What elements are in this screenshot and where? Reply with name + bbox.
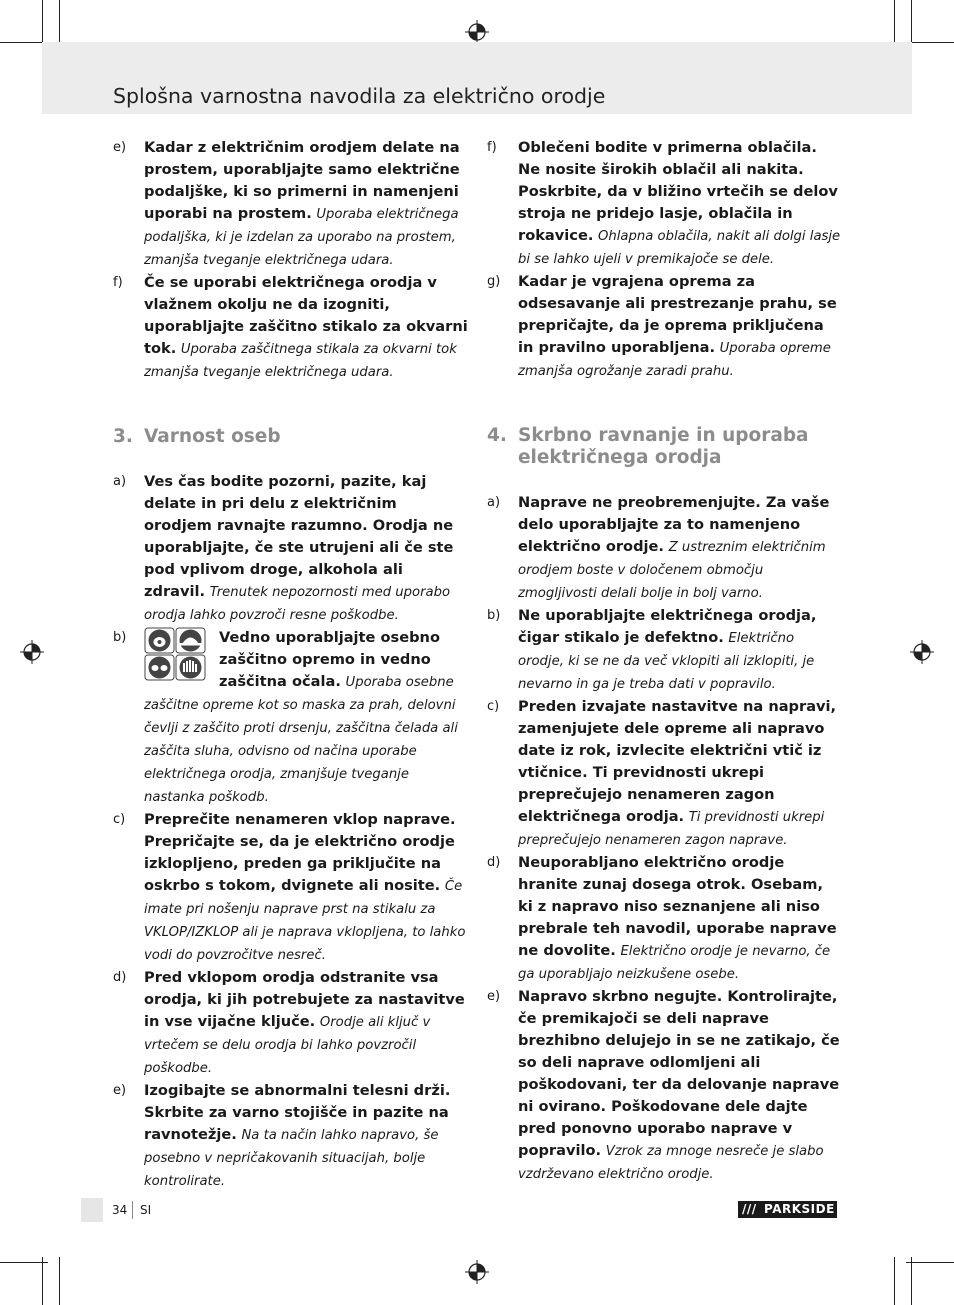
item-marker: c) bbox=[113, 812, 126, 827]
item-marker: e) bbox=[113, 1083, 127, 1098]
section-heading bbox=[113, 426, 468, 448]
registration-mark-icon bbox=[465, 20, 489, 44]
item-explanation: Vzrok za mnoge nesreče je slabo vzdrževano električno orodje. bbox=[518, 1144, 824, 1182]
safety-goggles-icon bbox=[145, 655, 174, 680]
section-heading bbox=[487, 425, 842, 469]
page-number: 34 bbox=[112, 1203, 128, 1217]
crop-mark bbox=[42, 1257, 43, 1305]
item-marker: d) bbox=[487, 855, 501, 870]
list-item bbox=[113, 471, 468, 627]
item-instruction: Neuporabljano električno orodje hranite zunaj dosega otrok. Osebam, ki z napravo niso seznanjene ali niso prebrale teh navodil, uporabe naprave ne dovolite. bbox=[518, 854, 837, 959]
registration-mark-icon bbox=[465, 1260, 489, 1284]
item-explanation: Električno orodje, ki se ne da več vklopiti ali izklopiti, je nevarno in ga je treba dati v popravilo. bbox=[518, 631, 815, 692]
item-marker: f) bbox=[113, 275, 123, 290]
item-marker: b) bbox=[487, 608, 501, 623]
page-title: Splošna varnostna navodila za električno orodje bbox=[113, 84, 606, 108]
ppe-icons-group bbox=[144, 627, 207, 681]
crop-mark bbox=[911, 0, 912, 48]
crop-mark bbox=[42, 0, 43, 48]
item-explanation: Uporaba opreme zmanjša ogrožanje zaradi prahu. bbox=[518, 341, 831, 379]
item-marker: d) bbox=[113, 970, 127, 985]
list-item bbox=[487, 605, 842, 696]
item-instruction: Vedno uporabljajte osebno zaščitno opremo in vedno zaščitna očala. bbox=[219, 629, 440, 690]
parkside-logo bbox=[738, 1201, 837, 1218]
item-explanation: Uporaba električnega podaljška, ki je izdelan za uporabo na prostem, zmanjša tveganje električnega udara. bbox=[144, 207, 459, 268]
item-instruction: Izogibajte se abnormalni telesni drži. Skrbite za varno stojišče in pazite na ravnotežje. bbox=[144, 1082, 451, 1143]
item-instruction: Napravo skrbno negujte. Kontrolirajte, če premikajoči se deli naprave brezhibno delujejo in se ne zatikajo, če so deli naprave odlomljeni ali poškodovani, ter da delovanje naprave ni ovirano. Poškodovane dele dajte pred ponovno uporabo naprave v popravilo. bbox=[518, 988, 840, 1159]
item-instruction: Ne uporabljajte električnega orodja, čigar stikalo je defektno. bbox=[518, 607, 817, 646]
item-instruction: Kadar je vgrajena oprema za odsesavanje ali prestrezanje prahu, se prepričajte, da je oprema priključena in pravilno uporabljena. bbox=[518, 273, 837, 356]
item-instruction: Naprave ne preobremenjujte. Za vaše delo uporabljajte za to namenjeno električno orodje. bbox=[518, 494, 830, 555]
footer-divider bbox=[132, 1201, 133, 1219]
item-marker: e) bbox=[113, 140, 127, 155]
item-instruction: Preprečite nenameren vklop naprave. Prepričajte se, da je električno orodje izklopljeno, preden ga priključite na oskrbo s tokom, dvignete ali nosite. bbox=[144, 811, 456, 894]
item-explanation: Ti previdnosti ukrepi preprečujejo nenameren zagon naprave. bbox=[518, 810, 825, 848]
item-explanation: Na ta način lahko napravo, še posebno v nepričakovanih situacijah, bolje kontrolirate. bbox=[144, 1128, 439, 1189]
crop-mark bbox=[894, 0, 895, 48]
item-explanation: Trenutek nepozornosti med uporabo orodja lahko povzroči resne poškodbe. bbox=[144, 585, 451, 623]
item-instruction: Ves čas bodite pozorni, pazite, kaj delate in pri delu z električnim orodjem ravnajte razumno. Orodja ne uporabljajte, če ste utrujeni ali če ste pod vplivom droge, alkohola ali zdravil. bbox=[144, 473, 454, 600]
item-explanation: Električno orodje je nevarno, če ga uporabljajo neizkušene osebe. bbox=[518, 944, 831, 982]
crop-mark bbox=[906, 1262, 954, 1263]
section-number: 3. bbox=[113, 426, 133, 447]
list-item bbox=[487, 986, 842, 1186]
list-item bbox=[487, 492, 842, 605]
language-code: SI bbox=[140, 1203, 152, 1217]
brand-name: PARKSIDE bbox=[764, 1202, 835, 1216]
item-marker: a) bbox=[487, 495, 501, 510]
item-instruction: Oblečeni bodite v primerna oblačila. Ne nosite širokih oblačil ali nakita. Poskrbite, da v bližino vrtečih se delov stroja ne pridejo lasje, oblačila in rokavice. bbox=[518, 139, 838, 244]
list-item bbox=[113, 1080, 468, 1193]
right-column bbox=[487, 137, 842, 1186]
item-instruction: Če se uporabi električnega orodja v vlažnem okolju ne da izogniti, uporabljajte zaščitno stikalo za okvarni tok. bbox=[144, 274, 468, 357]
list-item bbox=[487, 852, 842, 986]
section-number: 4. bbox=[487, 425, 507, 446]
list-item bbox=[113, 272, 468, 384]
item-marker: f) bbox=[487, 140, 497, 155]
crop-mark bbox=[0, 42, 48, 43]
dust-mask-icon bbox=[145, 628, 174, 653]
registration-mark-icon bbox=[910, 640, 934, 664]
hard-hat-icon bbox=[176, 628, 205, 653]
item-explanation: Uporaba osebne zaščitne opreme kot so maska za prah, delovni čevlji z zaščito proti drsenju, zaščitna čelada ali zaščita sluha, odvisno od načina uporabe električnega orodja, zmanjšuje tveganje nastanka poškodb. bbox=[144, 675, 458, 805]
ear-protection-icon bbox=[176, 655, 205, 680]
list-item bbox=[113, 967, 468, 1080]
item-instruction: Kadar z električnim orodjem delate na prostem, uporabljajte samo električne podaljške, ki so primerni in namenjeni uporabi na prostem. bbox=[144, 139, 460, 222]
crop-mark bbox=[911, 1257, 912, 1305]
list-item bbox=[113, 627, 468, 809]
crop-mark bbox=[0, 1262, 48, 1263]
item-instruction: Pred vklopom orodja odstranite vsa orodja, ki jih potrebujete za nastavitve in vse vijačne ključe. bbox=[144, 969, 465, 1030]
item-explanation: Uporaba zaščitnega stikala za okvarni tok zmanjša tveganje električnega udara. bbox=[144, 342, 457, 380]
crop-mark bbox=[59, 1257, 60, 1305]
item-explanation: Ohlapna oblačila, nakit ali dolgi lasje bi se lahko ujeli v premikajoče se dele. bbox=[518, 229, 841, 267]
item-explanation: Orodje ali ključ v vrtečem se delu orodja bi lahko povzročil poškodbe. bbox=[144, 1015, 431, 1076]
item-explanation: Z ustreznim električnim orodjem boste v določenem območju zmogljivosti delali bolje in bolj varno. bbox=[518, 540, 826, 601]
logo-slashes: /// bbox=[742, 1202, 757, 1216]
registration-mark-icon bbox=[20, 640, 44, 664]
crop-mark bbox=[906, 42, 954, 43]
item-marker: e) bbox=[487, 989, 501, 1004]
footer-box bbox=[81, 1198, 103, 1222]
section-title: Skrbno ravnanje in uporaba električnega orodja bbox=[518, 425, 809, 468]
list-item bbox=[487, 271, 842, 383]
item-marker: a) bbox=[113, 474, 127, 489]
item-marker: b) bbox=[113, 630, 127, 645]
crop-mark bbox=[59, 0, 60, 48]
left-column bbox=[113, 137, 468, 1193]
list-item bbox=[487, 696, 842, 852]
item-marker: c) bbox=[487, 699, 500, 714]
item-explanation: Če imate pri nošenju naprave prst na stikalu za VKLOP/IZKLOP ali je naprava vklopljena, to lahko vodi do povzročitve nesreč. bbox=[144, 879, 466, 963]
crop-mark bbox=[894, 1257, 895, 1305]
section-title: Varnost oseb bbox=[144, 426, 281, 447]
list-item bbox=[113, 137, 468, 272]
item-instruction: Preden izvajate nastavitve na napravi, zamenjujete dele opreme ali napravo date iz rok, izvlecite električni vtič iz vtičnice. Ti previdnosti ukrepi preprečujejo nenameren zagon električnega orodja. bbox=[518, 698, 837, 825]
list-item bbox=[113, 809, 468, 967]
item-marker: g) bbox=[487, 274, 501, 289]
list-item bbox=[487, 137, 842, 271]
